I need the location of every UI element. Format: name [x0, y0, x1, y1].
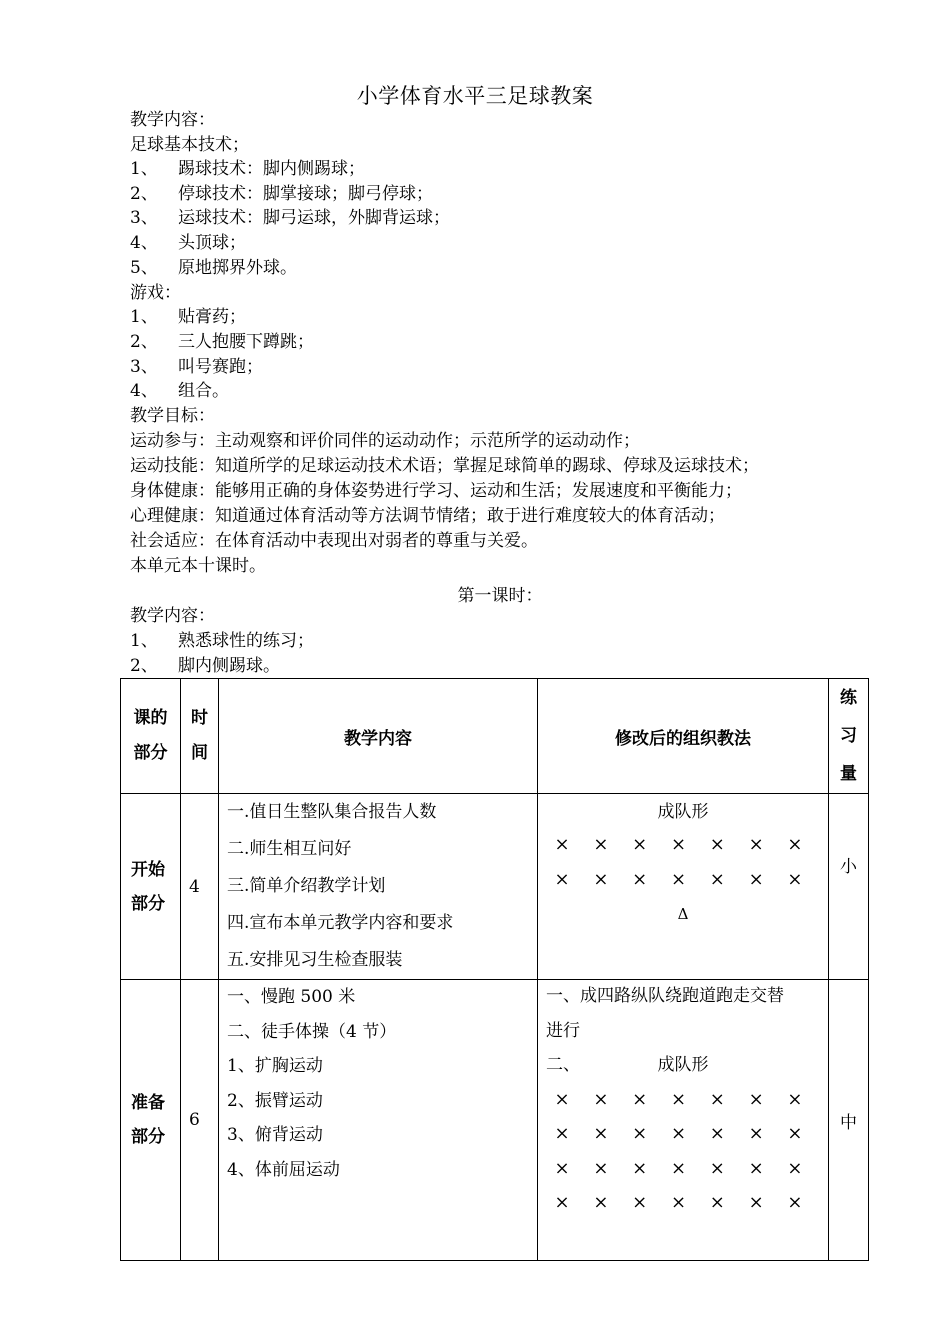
header-method: 修改后的组织教法 [538, 679, 829, 794]
list-item [130, 631, 314, 651]
header-part-line: 部分 [133, 743, 168, 763]
formation-row: × × × × × × × [554, 1192, 812, 1213]
list-number: 1、 [130, 307, 158, 327]
list-number: 3、 [130, 357, 158, 377]
list-item [130, 258, 297, 278]
content-line: 三.简单介绍教学计划 [227, 876, 386, 896]
lesson-content-heading: 教学内容： [130, 606, 215, 626]
list-item [130, 357, 263, 377]
formation-row: × × × × × × × [554, 1123, 812, 1144]
list-item [130, 656, 280, 676]
formation-row: × × × × × × × [554, 1088, 812, 1110]
content-line: 一、慢跑 500 米 [227, 987, 356, 1007]
list-text: 叫号赛跑； [178, 357, 263, 377]
content-heading: 教学内容： [130, 110, 215, 130]
formation-label: 成队形 [657, 802, 709, 822]
list-item [130, 184, 433, 204]
goal-line: 心理健康：知道通过体育活动等方法调节情绪；敢于进行难度较大的体育活动； [130, 506, 725, 526]
list-text: 熟悉球性的练习； [178, 631, 314, 651]
goal-line: 运动技能：知道所学的足球运动技术术语；掌握足球简单的踢球、停球及运球技术； [130, 456, 759, 476]
content-line: 4、体前屈运动 [227, 1159, 340, 1180]
list-text: 三人抱腰下蹲跳； [178, 332, 314, 352]
row-part [121, 980, 181, 1261]
row-content [219, 980, 538, 1261]
list-number: 4、 [130, 233, 158, 253]
content-line: 二、徒手体操（4 节） [227, 1021, 397, 1042]
method-line: 一、成四路纵队绕跑道跑走交替 [546, 986, 784, 1006]
basic-skills-heading: 足球基本技术； [130, 135, 249, 155]
list-item [130, 159, 365, 179]
row-amount: 中 [829, 980, 869, 1261]
header-time [181, 679, 219, 794]
list-text: 运球技术：脚弓运球，外脚背运球； [178, 208, 450, 228]
games-heading: 游戏： [130, 283, 181, 303]
formation-row: × × × × × × × [554, 869, 812, 890]
content-line: 3、俯背运动 [227, 1125, 323, 1145]
method-line: 进行 [546, 1020, 580, 1041]
formation-row: × × × × × × × [554, 1157, 812, 1179]
table-header-row [121, 679, 869, 794]
list-text: 头顶球； [178, 233, 246, 253]
list-number: 3、 [130, 208, 158, 228]
list-number: 2、 [130, 656, 158, 676]
list-item [130, 381, 229, 401]
header-amount-line: 量 [840, 764, 857, 784]
formation-label: 成队形 [657, 1055, 709, 1075]
goal-line: 社会适应：在体育活动中表现出对弱者的尊重与关爱。 [130, 531, 538, 551]
header-part-line: 课的 [133, 708, 168, 728]
row-part-line: 部分 [131, 893, 165, 914]
row-time: 4 [181, 794, 219, 980]
lesson-plan-table [120, 678, 869, 1261]
list-number: 2、 [130, 332, 158, 352]
list-item [130, 233, 246, 253]
row-content [219, 794, 538, 980]
row-part [121, 794, 181, 980]
formation-row: × × × × × × × [554, 834, 812, 855]
header-amount-line: 习 [840, 726, 857, 746]
content-line: 五.安排见习生检查服装 [227, 950, 403, 970]
header-content: 教学内容 [219, 679, 538, 794]
row-part-line: 准备 [131, 1093, 165, 1113]
content-line: 2、振臂运动 [227, 1090, 323, 1111]
row-method [538, 794, 829, 980]
goals-heading: 教学目标： [130, 406, 215, 426]
page-title: 小学体育水平三足球教案 [356, 84, 594, 108]
goal-line: 运动参与：主动观察和评价同伴的运动动作；示范所学的运动动作； [130, 431, 640, 451]
content-line: 四.宣布本单元教学内容和要求 [227, 913, 454, 933]
header-part [121, 679, 181, 794]
list-item [130, 208, 450, 228]
content-line: 二.师生相互问好 [227, 839, 352, 859]
list-text: 原地掷界外球。 [178, 258, 297, 278]
list-item [130, 332, 314, 352]
goal-line: 身体健康：能够用正确的身体姿势进行学习、运动和生活；发展速度和平衡能力； [130, 481, 742, 501]
teacher-mark: Δ [677, 905, 689, 923]
list-text: 踢球技术：脚内侧踢球； [178, 159, 365, 179]
list-number: 2、 [130, 184, 158, 204]
list-number: 5、 [130, 258, 158, 278]
header-amount [829, 679, 869, 794]
row-amount: 小 [829, 794, 869, 980]
list-text: 停球技术：脚掌接球；脚弓停球； [178, 184, 433, 204]
row-part-line: 开始 [131, 859, 165, 880]
unit-hours: 本单元本十课时。 [130, 556, 266, 576]
method-prefix: 二、 [546, 1055, 580, 1075]
list-text: 脚内侧踢球。 [178, 656, 280, 676]
list-item [130, 307, 246, 327]
list-number: 4、 [130, 381, 158, 401]
header-amount-line: 练 [840, 688, 857, 708]
header-time-line: 时 [191, 708, 208, 728]
list-number: 1、 [130, 159, 158, 179]
row-time: 6 [181, 980, 219, 1261]
row-part-line: 部分 [131, 1127, 165, 1147]
list-text: 贴膏药； [178, 307, 246, 327]
lesson-heading: 第一课时： [457, 586, 543, 606]
list-text: 组合。 [178, 381, 229, 401]
content-line: 1、扩胸运动 [227, 1056, 323, 1076]
table-row [121, 980, 869, 1261]
method-line [538, 1048, 828, 1083]
list-number: 1、 [130, 631, 158, 651]
row-method [538, 980, 829, 1261]
header-time-line: 间 [191, 743, 208, 763]
content-line: 一.值日生整队集合报告人数 [227, 802, 437, 822]
table-row [121, 794, 869, 980]
